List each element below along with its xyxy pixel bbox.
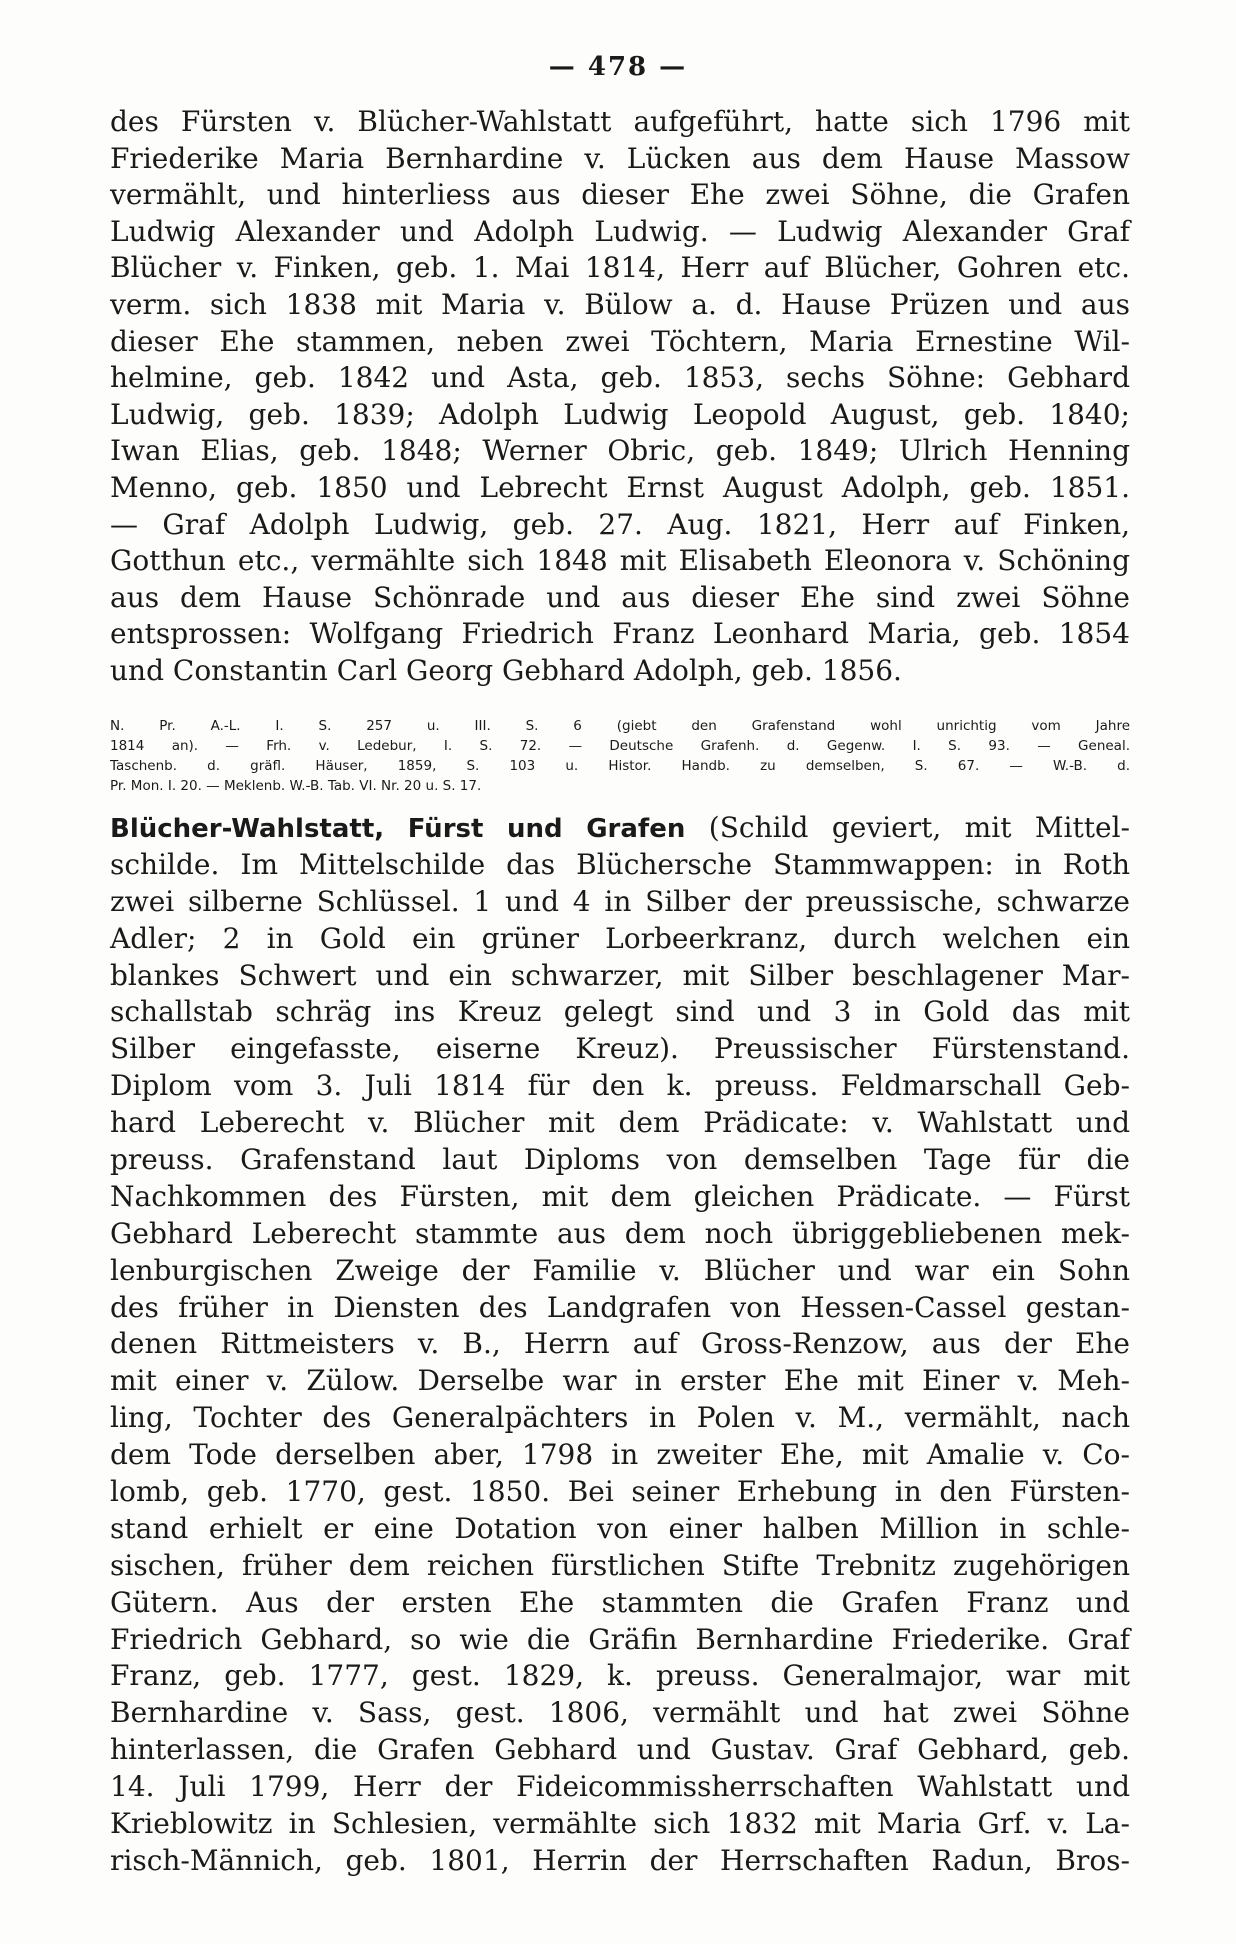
text-line: lenburgischen Zweige der Familie v. Blücher und war ein Sohn <box>110 1253 1130 1287</box>
entry-heading-rest: (Schild geviert, mit Mittel- <box>685 811 1130 844</box>
text-line: hard Leberecht v. Blücher mit dem Prädicate: v. Wahlstatt und <box>110 1106 1130 1140</box>
reference-notes <box>110 716 1130 796</box>
text-line: dem Tode derselben aber, 1798 in zweiter Ehe, mit Amalie v. Co- <box>110 1438 1130 1472</box>
main-text-block <box>110 104 1130 690</box>
text-line: schallstab schräg ins Kreuz gelegt sind und 3 in Gold das mit <box>110 995 1130 1029</box>
text-line: und Constantin Carl Georg Gebhard Adolph, geb. 1856. <box>110 653 902 687</box>
text-line: vermählt, und hinterliess aus dieser Ehe zwei Söhne, die Grafen <box>110 178 1130 212</box>
text-line: Friedrich Gebhard, so wie die Gräfin Bernhardine Friederike. Graf <box>110 1622 1130 1656</box>
note-line: N. Pr. A.-L. I. S. 257 u. III. S. 6 (giebt den Grafenstand wohl unrichtig vom Jahre <box>110 718 1130 734</box>
text-line: Blücher v. Finken, geb. 1. Mai 1814, Herr auf Blücher, Gohren etc. <box>110 251 1130 285</box>
note-line: Pr. Mon. I. 20. — Meklenb. W.-B. Tab. VI. Nr. 20 u. S. 17. <box>110 778 482 794</box>
text-line: Franz, geb. 1777, gest. 1829, k. preuss. Generalmajor, war mit <box>110 1659 1130 1693</box>
entry-heading: Blücher-Wahlstatt, Fürst und Grafen <box>110 814 686 844</box>
text-line: preuss. Grafenstand laut Diploms von demselben Tage für die <box>110 1143 1130 1177</box>
note-line: Taschenb. d. gräfl. Häuser, 1859, S. 103 u. Histor. Handb. zu demselben, S. 67. — W.-B. d. <box>110 758 1130 774</box>
text-line: Krieblowitz in Schlesien, vermählte sich 1832 mit Maria Grf. v. La- <box>110 1807 1130 1841</box>
text-line: zwei silberne Schlüssel. 1 und 4 in Silber der preussische, schwarze <box>110 884 1130 918</box>
text-line: 14. Juli 1799, Herr der Fideicommissherrschaften Wahlstatt und <box>110 1770 1130 1804</box>
text-line: Gotthun etc., vermählte sich 1848 mit Elisabeth Eleonora v. Schöning <box>110 544 1130 578</box>
text-line: des Fürsten v. Blücher-Wahlstatt aufgeführt, hatte sich 1796 mit <box>110 105 1130 138</box>
text-line: des früher in Diensten des Landgrafen von Hessen-Cassel gestan- <box>110 1290 1130 1324</box>
text-line: helmine, geb. 1842 und Asta, geb. 1853, sechs Söhne: Gebhard <box>110 361 1130 395</box>
text-line: Friederike Maria Bernhardine v. Lücken aus dem Hause Massow <box>110 141 1130 175</box>
text-line: Bernhardine v. Sass, gest. 1806, vermählt und hat zwei Söhne <box>110 1696 1130 1730</box>
note-line: 1814 an). — Frh. v. Ledebur, I. S. 72. — Deutsche Grafenh. d. Gegenw. I. S. 93. — Geneal. <box>110 738 1130 754</box>
text-line: Adler; 2 in Gold ein grüner Lorbeerkranz, durch welchen ein <box>110 921 1130 955</box>
text-line: Ludwig, geb. 1839; Adolph Ludwig Leopold August, geb. 1840; <box>110 397 1130 431</box>
text-line: — Graf Adolph Ludwig, geb. 27. Aug. 1821, Herr auf Finken, <box>110 507 1130 541</box>
text-line: lomb, geb. 1770, gest. 1850. Bei seiner Erhebung in den Fürsten- <box>110 1475 1130 1509</box>
text-line: schilde. Im Mittelschilde das Blüchersche Stammwappen: in Roth <box>110 847 1130 881</box>
page-number: — 478 — <box>548 52 688 82</box>
text-line: Gebhard Leberecht stammte aus dem noch übriggebliebenen mek- <box>110 1216 1130 1250</box>
entry-block <box>110 810 1130 1880</box>
text-line: sischen, früher dem reichen fürstlichen Stifte Trebnitz zugehörigen <box>110 1548 1130 1582</box>
text-line: stand erhielt er eine Dotation von einer halben Million in schle- <box>110 1511 1130 1545</box>
text-line: Diplom vom 3. Juli 1814 für den k. preuss. Feldmarschall Geb- <box>110 1069 1130 1103</box>
text-line: hinterlassen, die Grafen Gebhard und Gustav. Graf Gebhard, geb. <box>110 1733 1130 1767</box>
entry-heading-line <box>110 810 1130 847</box>
text-line: Silber eingefasste, eiserne Kreuz). Preussischer Fürstenstand. <box>110 1032 1130 1066</box>
text-line: dieser Ehe stammen, neben zwei Töchtern, Maria Ernestine Wil- <box>110 324 1130 358</box>
text-line: ling, Tochter des Generalpächters in Polen v. M., vermählt, nach <box>110 1401 1130 1435</box>
text-line: blankes Schwert und ein schwarzer, mit Silber beschlagener Mar- <box>110 958 1130 992</box>
text-line: denen Rittmeisters v. B., Herrn auf Gross-Renzow, aus der Ehe <box>110 1327 1130 1361</box>
text-line: Menno, geb. 1850 und Lebrecht Ernst August Adolph, geb. 1851. <box>110 470 1130 504</box>
text-line: mit einer v. Zülow. Derselbe war in erster Ehe mit Einer v. Meh- <box>110 1364 1130 1398</box>
text-line: aus dem Hause Schönrade und aus dieser Ehe sind zwei Söhne <box>110 580 1130 614</box>
text-line: Iwan Elias, geb. 1848; Werner Obric, geb. 1849; Ulrich Henning <box>110 434 1130 468</box>
text-line: Ludwig Alexander und Adolph Ludwig. — Ludwig Alexander Graf <box>110 214 1130 248</box>
text-line: verm. sich 1838 mit Maria v. Bülow a. d. Hause Prüzen und aus <box>110 287 1130 321</box>
text-line: Gütern. Aus der ersten Ehe stammten die Grafen Franz und <box>110 1585 1130 1619</box>
text-line: Nachkommen des Fürsten, mit dem gleichen Prädicate. — Fürst <box>110 1179 1130 1213</box>
text-line: risch-Männich, geb. 1801, Herrin der Herrschaften Radun, Bros- <box>110 1843 1130 1877</box>
text-line: entsprossen: Wolfgang Friedrich Franz Leonhard Maria, geb. 1854 <box>110 617 1130 651</box>
